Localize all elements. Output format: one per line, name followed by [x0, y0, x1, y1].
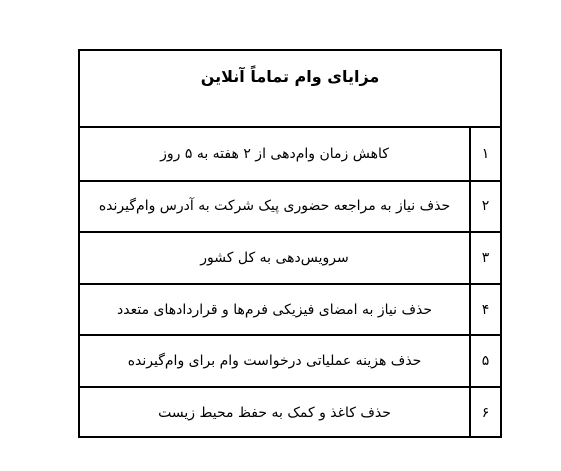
row-number: ۶ — [469, 388, 500, 438]
row-text: سرویس‌دهی به کل کشور — [200, 249, 349, 266]
table-row — [80, 386, 500, 438]
row-text: حذف کاغذ و کمک به حفظ محیط زیست — [158, 404, 391, 421]
row-text: حذف نیاز به مراجعه حضوری پیک شرکت به آدرس وام‌گیرنده — [98, 198, 451, 215]
table-row — [80, 231, 500, 283]
row-number: ۲ — [469, 182, 500, 232]
benefits-table — [78, 49, 502, 438]
table-row — [80, 334, 500, 386]
row-number: ۳ — [469, 233, 500, 283]
row-number: ۵ — [469, 336, 500, 386]
row-number: ۱ — [469, 128, 500, 180]
row-text: کاهش زمان وام‌دهی از ۲ هفته به ۵ روز — [160, 145, 389, 162]
row-text: حذف هزینه عملیاتی درخواست وام برای وام‌گیرنده — [127, 353, 422, 370]
row-text: حذف نیاز به امضای فیزیکی فرم‌ها و قراردادهای متعدد — [117, 301, 432, 318]
table-row — [80, 283, 500, 335]
table-title: مزایای وام تماماً آنلاین — [200, 67, 380, 86]
table-title-row — [80, 51, 500, 128]
row-number: ۴ — [469, 285, 500, 335]
table-row — [80, 180, 500, 232]
table-row — [80, 128, 500, 180]
